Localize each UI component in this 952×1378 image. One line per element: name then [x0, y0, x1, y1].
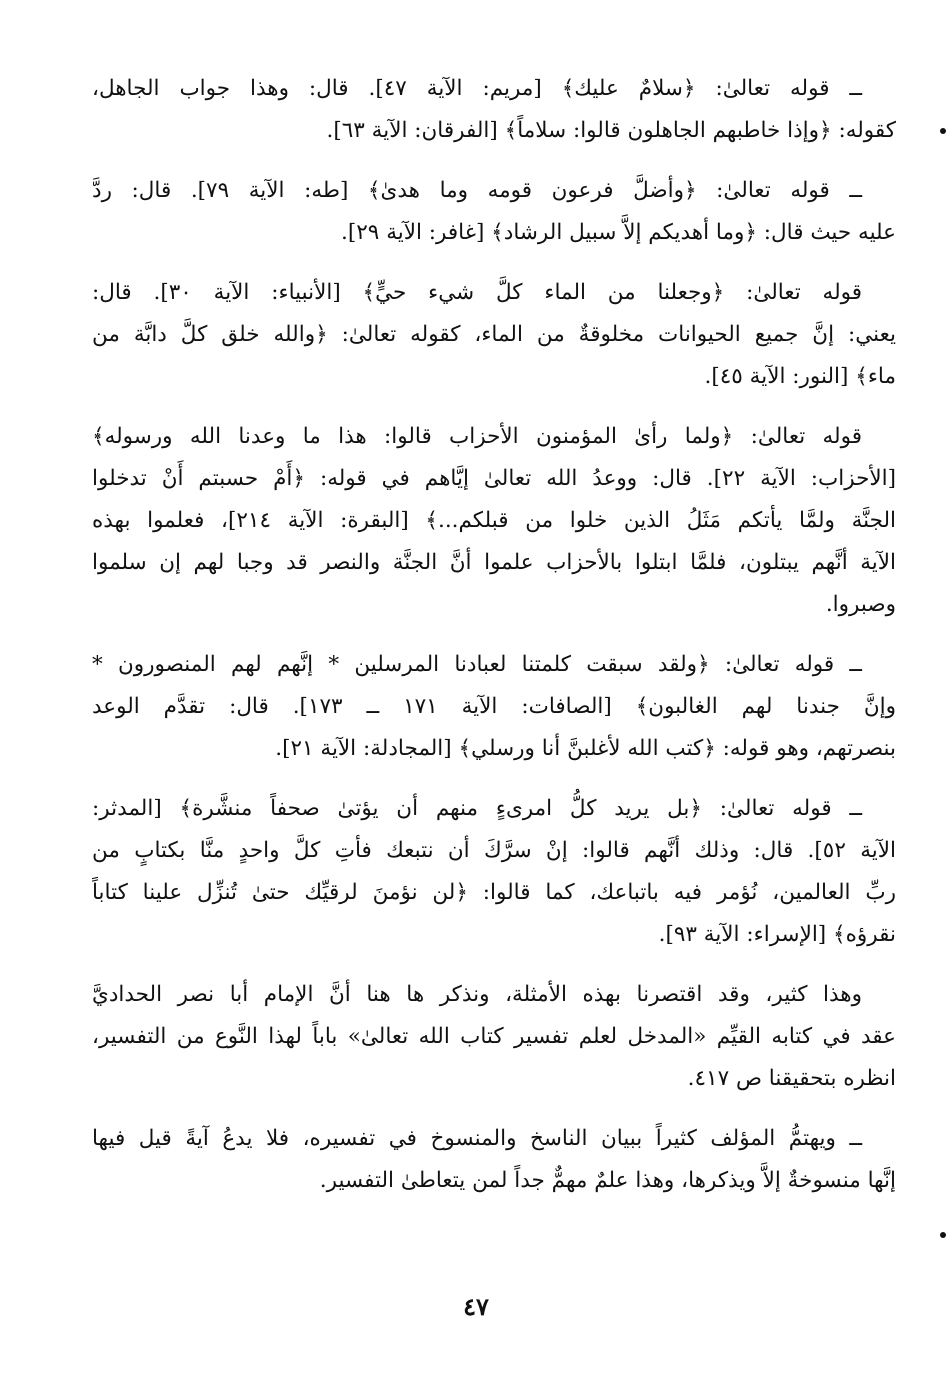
paragraph-taha-verse [92, 170, 896, 254]
binding-hole-mark [940, 128, 946, 134]
text-line: ــ قوله تعالىٰ: ﴿ولقد سبقت كلمتنا لعبادنا المرسلين * إنَّهم لهم المنصورون * [92, 652, 862, 677]
text-line: ــ ويهتمُّ المؤلف كثيراً ببيان الناسخ والمنسوخ في تفسيره، فلا يدعُ آيةً قيل فيها [92, 1126, 862, 1151]
text-line: ــ قوله تعالىٰ: ﴿سلامٌ عليك﴾ [مريم: الآية ٤٧]. قال: وهذا جواب الجاهل، [92, 76, 862, 101]
text-line: انظره بتحقيقنا ص ٤١٧. [687, 1066, 896, 1091]
paragraph-anbiya-verse [92, 272, 896, 398]
paragraph-ahzab-verse [92, 416, 896, 626]
paragraph-saffat-verse [92, 644, 896, 770]
text-line: وإنَّ جندنا لهم الغالبون﴾ [الصافات: الآية ١٧١ ــ ١٧٣]. قال: تقدَّم الوعد [92, 694, 896, 719]
page-body [92, 68, 896, 1220]
paragraph-muddaththir-verse [92, 788, 896, 956]
page-number: ٤٧ [463, 1292, 489, 1321]
text-line: قوله تعالىٰ: ﴿وجعلنا من الماء كلَّ شيء حيٍّ﴾ [الأنبياء: الآية ٣٠]. قال: [92, 280, 862, 305]
text-line: عليه حيث قال: ﴿وما أهديكم إلاَّ سبيل الرشاد﴾ [غافر: الآية ٢٩]. [341, 220, 896, 245]
text-line: ــ قوله تعالىٰ: ﴿وأضلَّ فرعون قومه وما هدىٰ﴾ [طه: الآية ٧٩]. قال: ردَّ [92, 178, 862, 203]
text-line: بنصرتهم، وهو قوله: ﴿كتب الله لأغلبنَّ أنا ورسلي﴾ [المجادلة: الآية ٢١]. [275, 736, 896, 761]
text-line: إنَّها منسوخةٌ إلاَّ ويذكرها، وهذا علمٌ مهمٌّ جداً لمن يتعاطىٰ التفسير. [319, 1168, 896, 1193]
text-line: [الأحزاب: الآية ٢٢]. قال: ووعدُ الله تعالىٰ إيَّاهم في قوله: ﴿أَمْ حسبتم أَنْ تدخلوا [92, 466, 896, 491]
text-line: الآية أنَّهم يبتلون، فلمَّا ابتلوا بالأحزاب علموا أنَّ الجنَّة والنصر قد وجبا لهم إن سلموا [92, 550, 896, 575]
text-line: يعني: إنَّ جميع الحيوانات مخلوقةٌ من الماء، كقوله تعالىٰ: ﴿والله خلق كلَّ دابَّة من [92, 322, 896, 347]
binding-hole-mark [940, 1232, 946, 1238]
text-line: وصبروا. [825, 592, 896, 617]
text-line: كقوله: ﴿وإذا خاطبهم الجاهلون قالوا: سلاماً﴾ [الفرقان: الآية ٦٣]. [326, 118, 896, 143]
text-line: عقد في كتابه القيِّم «المدخل لعلم تفسير كتاب الله تعالىٰ» باباً لهذا النَّوع من التفسير، [92, 1024, 896, 1049]
paragraph-naskh-note [92, 1118, 896, 1202]
paragraph-haddadi-note [92, 974, 896, 1100]
paragraph-maryam-verse [92, 68, 896, 152]
text-line: قوله تعالىٰ: ﴿ولما رأىٰ المؤمنون الأحزاب قالوا: هذا ما وعدنا الله ورسوله﴾ [92, 424, 862, 449]
text-line: الآية ٥٢]. قال: وذلك أنَّهم قالوا: إنْ سرَّكَ أن نتبعك فأتِ كلَّ واحدٍ منَّا بكتابٍ من [92, 838, 896, 863]
text-line: نقرؤه﴾ [الإسراء: الآية ٩٣]. [658, 922, 896, 947]
text-line: ربِّ العالمين، نُؤمر فيه باتباعك، كما قالوا: ﴿لن نؤمنَ لرقيِّك حتىٰ تُنزِّل علينا كتاباً [92, 880, 896, 905]
text-line: الجنَّة ولمَّا يأتكم مَثَلُ الذين خلوا من قبلكم...﴾ [البقرة: الآية ٢١٤]، فعلموا بهذه [92, 508, 896, 533]
text-line: ــ قوله تعالىٰ: ﴿بل يريد كلُّ امرىءٍ منهم أن يؤتىٰ صحفاً منشَّرة﴾ [المدثر: [92, 796, 862, 821]
text-line: وهذا كثير، وقد اقتصرنا بهذه الأمثلة، ونذكر ها هنا أنَّ الإمام أبا نصر الحداديَّ [92, 982, 862, 1007]
text-line: ماء﴾ [النور: الآية ٤٥]. [704, 364, 896, 389]
